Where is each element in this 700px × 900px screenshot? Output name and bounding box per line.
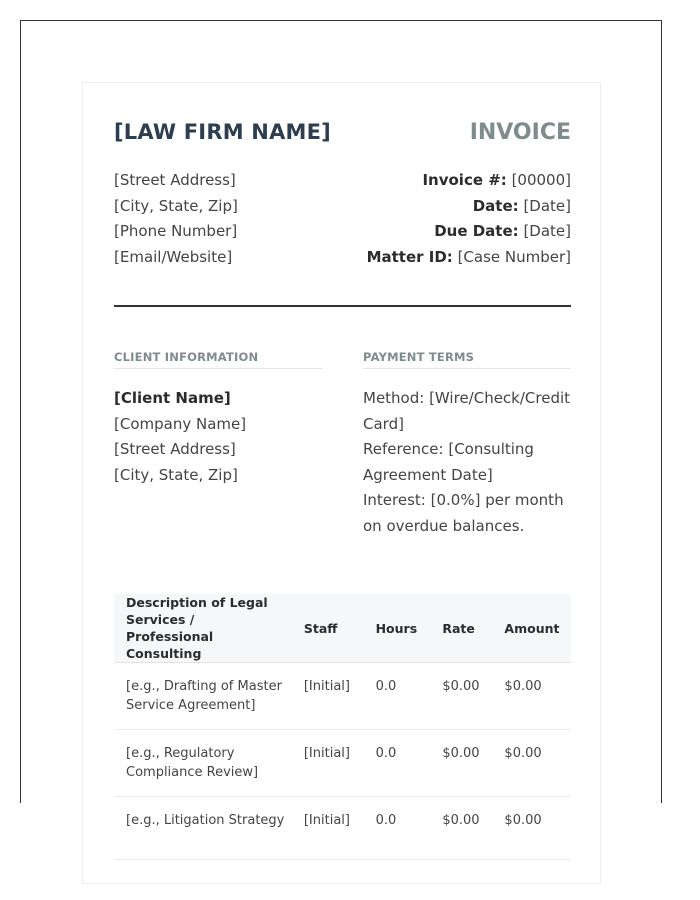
row-hours: 0.0 xyxy=(364,730,431,797)
firm-email: [Email/Website] xyxy=(114,247,233,266)
row-hours: 0.0 xyxy=(364,797,431,860)
row-amount: $0.00 xyxy=(492,730,571,797)
row-amount: $0.00 xyxy=(492,663,571,730)
table-row xyxy=(114,663,571,730)
header-divider xyxy=(114,305,571,307)
invoice-date-line xyxy=(367,194,571,220)
row-description: [e.g., Drafting of Master Service Agreement] xyxy=(114,663,292,730)
firm-phone: [Phone Number] xyxy=(114,222,238,241)
invoice-number-label: Invoice #: xyxy=(422,171,507,189)
client-street: [Street Address] xyxy=(114,440,236,459)
col-header-amount: Amount xyxy=(492,594,571,663)
row-rate: $0.00 xyxy=(430,797,492,860)
matter-id-label: Matter ID: xyxy=(366,247,453,266)
invoice-date-label: Date: xyxy=(472,196,519,215)
invoice-number-value: [00000] xyxy=(511,171,571,189)
firm-address-block xyxy=(114,168,238,270)
col-header-hours: Hours xyxy=(364,594,431,663)
due-date-line xyxy=(367,219,571,245)
due-date-label: Due Date: xyxy=(434,222,519,241)
row-rate: $0.00 xyxy=(430,730,492,797)
payment-terms-block xyxy=(363,386,575,540)
col-header-rate: Rate xyxy=(430,594,492,663)
row-staff: [Initial] xyxy=(292,730,364,797)
matter-id-line xyxy=(367,245,571,271)
table-header-row xyxy=(114,594,571,663)
client-info-heading: CLIENT INFORMATION xyxy=(114,350,323,369)
matter-id-value: [Case Number] xyxy=(457,247,571,266)
payment-method: Method: [Wire/Check/Credit Card] xyxy=(363,389,571,433)
law-firm-name: [LAW FIRM NAME] xyxy=(114,120,331,144)
row-hours: 0.0 xyxy=(364,663,431,730)
invoice-header xyxy=(114,118,571,148)
row-description: [e.g., Litigation Strategy xyxy=(114,797,292,860)
invoice-date-value: [Date] xyxy=(523,196,571,215)
row-staff: [Initial] xyxy=(292,663,364,730)
client-name: [Client Name] xyxy=(114,389,231,407)
invoice-page xyxy=(82,82,601,884)
client-company: [Company Name] xyxy=(114,414,247,433)
services-table xyxy=(114,594,571,860)
payment-reference: Reference: [Consulting Agreement Date] xyxy=(363,440,534,484)
firm-street: [Street Address] xyxy=(114,171,236,189)
due-date-value: [Date] xyxy=(523,222,571,241)
invoice-title: INVOICE xyxy=(469,120,571,145)
payment-terms-heading: PAYMENT TERMS xyxy=(363,350,571,369)
invoice-meta-block xyxy=(367,168,571,270)
document-viewport[interactable] xyxy=(20,20,662,828)
row-description: [e.g., Regulatory Compliance Review] xyxy=(114,730,292,797)
table-row xyxy=(114,797,571,860)
invoice-number-line xyxy=(367,168,571,194)
row-rate: $0.00 xyxy=(430,663,492,730)
payment-interest: Interest: [0.0%] per month on overdue balances. xyxy=(363,491,564,535)
firm-city: [City, State, Zip] xyxy=(114,196,238,215)
row-staff: [Initial] xyxy=(292,797,364,860)
client-info-block xyxy=(114,386,246,488)
table-row xyxy=(114,730,571,797)
client-city: [City, State, Zip] xyxy=(114,465,238,484)
col-header-description: Description of Legal Services / Professional Consulting xyxy=(114,594,292,663)
col-header-staff: Staff xyxy=(292,594,364,663)
row-amount: $0.00 xyxy=(492,797,571,860)
